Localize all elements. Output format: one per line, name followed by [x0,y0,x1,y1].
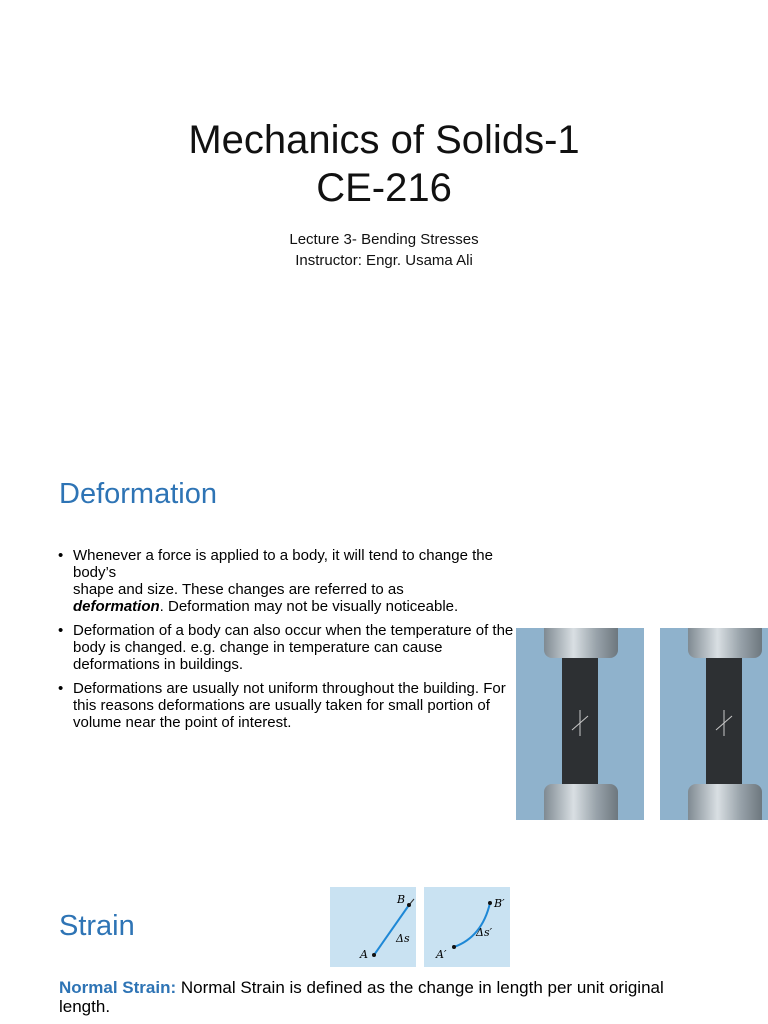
instructor-label: Instructor: Engr. Usama Ali [295,252,473,269]
tensile-test-photo-before [516,628,644,820]
line-segment-figure-undeformed [330,887,416,967]
label-a: A [360,948,368,961]
bullet-3-text: Deformations are usually not uniform throughout the building. For this reasons deformations are usually taken for small portion of volume near the point of interest. [73,680,506,731]
bullet-item-2 [58,622,528,673]
gauge-mark-icon [714,708,734,738]
subtitle [0,229,768,271]
segment-line [374,905,409,955]
point-b-prime [488,901,492,905]
label-b: B [397,893,406,906]
bullet-dot: • [58,622,64,639]
definition-term: Normal Strain: [59,978,177,997]
lecture-label: Lecture 3- Bending Stresses [289,231,479,248]
bullet-1-emphasis: deformation [73,598,160,615]
bullet-item-1 [58,547,528,615]
lower-grip [544,784,618,820]
page-title [0,116,768,212]
gauge-mark-icon [570,708,590,738]
label-delta-s-prime: Δs′ [476,926,493,939]
title-line-1: Mechanics of Solids-1 [188,118,580,162]
title-line-2: CE-216 [316,166,452,210]
strain-slide [0,870,768,1024]
point-a-prime [452,945,456,949]
deformation-heading: Deformation [59,478,217,510]
bullet-1-text-b: shape and size. These changes are referred to as [73,581,404,598]
point-b [407,903,411,907]
label-b-prime: B′ [494,897,505,910]
strain-heading: Strain [59,910,135,942]
title-slide [0,0,768,440]
normal-strain-definition [59,978,699,1016]
upper-grip [544,628,618,658]
bullet-dot: • [58,680,64,697]
segment-curve [454,903,490,947]
label-delta-s: Δs [396,932,410,945]
bullet-2-text: Deformation of a body can also occur when the temperature of the body is changed. e.g. change in temperature can cause deformations in buildings. [73,622,514,673]
definition-text: Normal Strain is defined as the change in length per unit original length. [59,978,664,1016]
line-segment-figure-deformed [424,887,510,967]
bullet-list [58,547,528,738]
bullet-item-3 [58,680,528,731]
deformation-slide [0,440,768,870]
lower-grip [688,784,762,820]
label-a-prime: A′ [436,948,447,961]
bullet-dot: • [58,547,64,564]
point-a [372,953,376,957]
upper-grip [688,628,762,658]
bullet-1-text-c: . Deformation may not be visually noticeable. [159,598,459,615]
bullet-1-text-a: Whenever a force is applied to a body, it will tend to change the body’s [73,547,493,581]
tensile-test-photo-after [660,628,768,820]
